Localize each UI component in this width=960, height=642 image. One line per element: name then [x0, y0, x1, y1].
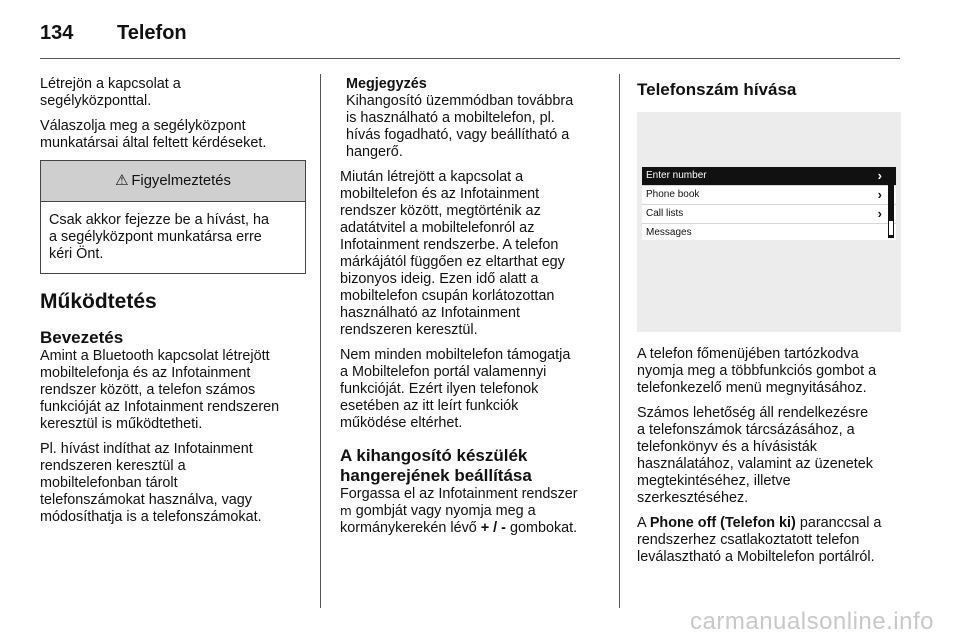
text-fragment: A — [637, 515, 650, 531]
text-line: telefonszámokat használva, vagy — [40, 492, 252, 508]
text-line: rendszeren keresztül a — [40, 458, 186, 474]
note-title: Megjegyzés — [346, 76, 427, 92]
text-line — [340, 503, 606, 520]
text-line: a telefonszámok tárcsázásához, a — [637, 422, 855, 438]
text-line: mobiltelefonban tárolt — [40, 475, 178, 491]
column-divider-2 — [619, 74, 620, 608]
text-line: Létrejön a kapcsolat a — [40, 76, 181, 92]
menu-item-label: Enter number — [646, 170, 707, 181]
text-line — [637, 515, 905, 532]
text-line: mobiltelefon és az Infotainment — [340, 186, 540, 202]
column-2 — [340, 76, 606, 545]
subsection-title: Telefonszám hívása — [637, 80, 797, 99]
column-3 — [637, 76, 905, 574]
subsection-title: Bevezetés — [40, 328, 124, 347]
text-fragment: gombokat. — [505, 520, 578, 536]
menu-item-messages — [642, 224, 896, 242]
warning-title: Figyelmeztetés — [131, 172, 231, 189]
text-line: a segélyközpont munkatársa erre — [49, 229, 262, 245]
text-line: hívás fogadható, vagy beállítható a — [346, 127, 570, 143]
text-line: telefonkönyv és a hívásisták — [637, 439, 817, 455]
text-line: Csak akkor fejezze be a hívást, ha — [49, 212, 269, 228]
text-line: esetében az itt leírt funkciók — [340, 398, 519, 414]
column-1 — [40, 76, 306, 534]
subsection-title — [340, 446, 606, 486]
warning-body — [41, 202, 305, 273]
text-line: Infotainment rendszerbe. A telefon — [340, 237, 559, 253]
text-line: módosíthatja is a telefonszámokat. — [40, 509, 262, 525]
paragraph-answer — [40, 118, 306, 152]
text-line: is használható a mobiltelefon, pl. — [346, 110, 555, 126]
paragraph-options — [637, 405, 905, 507]
page-title: Telefon — [117, 22, 187, 44]
phone-menu — [642, 167, 896, 240]
text-line: keresztül is működtetheti. — [40, 416, 203, 432]
section-title: Működtetés — [40, 290, 157, 313]
text-line: megtekintéséhez, illetve — [637, 473, 791, 489]
command-reference: Phone off (Telefon ki) — [649, 515, 796, 531]
column-divider-1 — [320, 74, 321, 608]
text-line: rendszer között, megtörténik az — [340, 203, 541, 219]
menu-item-call-lists — [642, 205, 896, 224]
text-fragment: kormánykerekén lévő — [340, 520, 481, 536]
text-fragment: gombját vagy nyomja meg a — [351, 503, 536, 519]
text-line: Válaszolja meg a segélyközpont — [40, 118, 246, 134]
text-line: hangerejének beállítása — [340, 466, 532, 485]
menu-item-label: Phone book — [646, 189, 700, 200]
paragraph-support — [340, 347, 606, 432]
text-line: bizonyos ideig. Ezen idő alatt a — [340, 271, 539, 287]
text-line: mobiltelefonja és az Infotainment — [40, 365, 251, 381]
text-line: Számos lehetőség áll rendelkezésre — [637, 405, 869, 421]
text-line: telefonkezelő menü megnyitásához. — [637, 380, 867, 396]
menu-item-enter-number — [642, 167, 896, 186]
paragraph-volume — [340, 486, 606, 537]
power-knob-icon: m — [340, 504, 352, 518]
chevron-right-icon: › — [877, 206, 882, 221]
paragraph-connection — [40, 76, 306, 110]
text-line: leválasztható a Mobiltelefon portálról. — [637, 549, 875, 565]
text-line — [340, 520, 606, 537]
menu-scrollbar — [888, 169, 894, 238]
text-line: használható az Infotainment — [340, 305, 521, 321]
infotainment-screen-illustration — [637, 112, 901, 332]
text-line: munkatársai által feltett kérdéseket. — [40, 135, 267, 151]
scroll-thumb — [889, 221, 893, 235]
paragraph-example — [40, 441, 306, 526]
text-line: A telefon főmenüjében tartózkodva — [637, 346, 859, 362]
warning-box — [40, 160, 306, 274]
text-line: hangerő. — [346, 144, 403, 160]
warning-header — [41, 161, 305, 202]
chevron-right-icon: › — [877, 168, 882, 183]
chevron-right-icon: › — [877, 187, 882, 202]
text-line: mobiltelefon csupán korlátozottan — [340, 288, 555, 304]
menu-item-phone-book — [642, 186, 896, 205]
text-line: nyomja meg a többfunkciós gombot a — [637, 363, 877, 379]
button-reference: + / - — [480, 520, 506, 536]
text-line: Pl. hívást indíthat az Infotainment — [40, 441, 253, 457]
paragraph-phone-off — [637, 515, 905, 566]
text-line: rendszer között, a telefon számos — [40, 382, 256, 398]
header-divider — [40, 58, 900, 59]
menu-item-label: Call lists — [646, 208, 684, 219]
text-line: segélyközponttal. — [40, 93, 152, 109]
text-line: Nem minden mobiltelefon támogatja — [340, 347, 571, 363]
text-line: kéri Önt. — [49, 246, 104, 262]
menu-item-label: Messages — [646, 227, 692, 238]
text-line: a Mobiltelefon portál valamennyi — [340, 364, 547, 380]
paragraph-intro — [40, 348, 306, 433]
page-number: 134 — [40, 22, 74, 44]
text-line: márkájától függően ez eltarthat egy — [340, 254, 565, 270]
paragraph-main-menu — [637, 346, 905, 397]
text-fragment: paranccsal a — [795, 515, 882, 531]
text-line: Kihangosító üzemmódban továbbra — [346, 93, 574, 109]
text-line: rendszeren keresztül. — [340, 322, 478, 338]
text-line: A kihangosító készülék — [340, 446, 528, 465]
paragraph-data-transfer — [340, 169, 606, 339]
text-line: szerkesztéséhez. — [637, 490, 749, 506]
text-line: Amint a Bluetooth kapcsolat létrejött — [40, 348, 270, 364]
watermark: carmanualsonline.info — [690, 608, 934, 635]
text-line: rendszerhez csatlakoztatott telefon — [637, 532, 860, 548]
text-line: funkcióját az Infotainment rendszeren — [40, 399, 280, 415]
text-line: funkcióját. Ezért ilyen telefonok — [340, 381, 539, 397]
text-line: Miután létrejött a kapcsolat a — [340, 169, 524, 185]
warning-triangle-icon: ⚠ — [115, 172, 129, 189]
text-line: adatátvitel a mobiltelefonról az — [340, 220, 535, 236]
note-block — [340, 76, 606, 161]
text-line: használatához, valamint az üzenetek — [637, 456, 873, 472]
text-line: működése eltérhet. — [340, 415, 463, 431]
text-line: Forgassa el az Infotainment rendszer — [340, 486, 578, 502]
